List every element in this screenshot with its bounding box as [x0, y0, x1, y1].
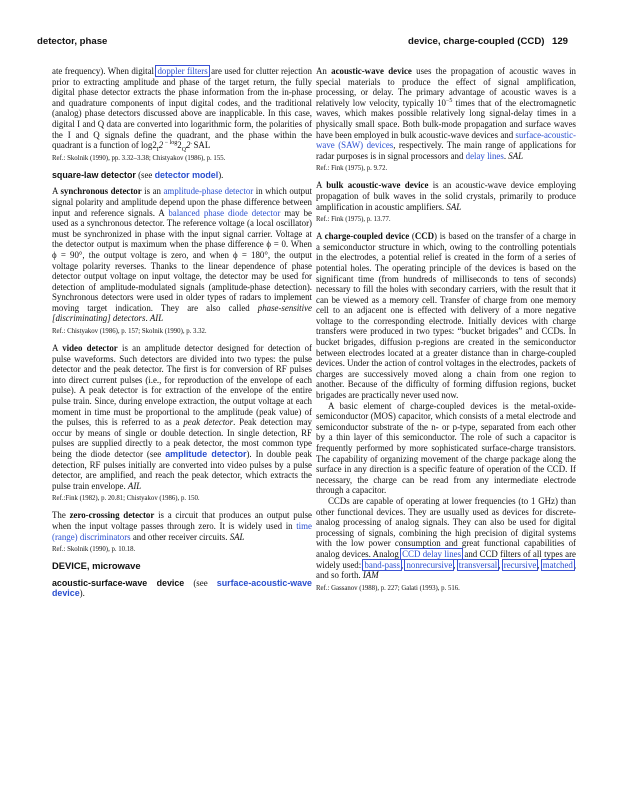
reference: Ref.:Fink (1982), p. 20.81; Chistyakov (1986), p. 150. [52, 495, 200, 503]
reference: Ref.: Skolnik (1990), p. 10.18. [52, 546, 136, 554]
link-delay-lines[interactable]: delay lines [465, 150, 504, 161]
link-ccd-delay-lines[interactable]: CCD delay lines [402, 548, 462, 559]
link-amplitude-detector[interactable]: amplitude detector [165, 449, 247, 459]
link-band-pass[interactable]: band-pass [364, 559, 400, 570]
para-synchronous-detector: A synchronous detector is an amplitude-phase detector in which output signal polarity and amplitude depend upon the phase difference between input and reference signals. A balanced phase diode detector may be used as a synchronous detector. The reference voltage (a local oscillator) must be synchronized in phase with the input signal carrier. Voltage at the detector output is maximum when the phase difference ϕ = 0. When ϕ = 90°, the output voltage is zero, and when ϕ = 180°, the output voltage polarity reverses. Thanks to the linear dependence of phase detector output voltage on input voltage, the detector may be used for detection of amplitude-modulated signals (amplitude-phase detection). Synchronous detectors were used in older types of radars to implement moving target indication. They are also called phase-sensitive [discriminating] detectors. AIL [52, 186, 313, 324]
para-acoustic-wave-device: An acoustic-wave device uses the propagation of acoustic waves in special materials to produce the effect of signal amplification, processing, or delay. The primary advantage of acoustic waves is a relatively low velocity, typically $10^{-5}$ times that of the electromagnetic waves, which makes possible relatively long signal-delay times in a physically small space. Both bulk-mode propagation and surface waves have been employed in bulk acoustic-wave devices and surface-acoustic-wave (SAW) devices, respectively. The main range of applications for radar purposes is in signal processors and delay lines. SAL [316, 66, 577, 161]
section-heading-device-microwave: DEVICE, microwave [52, 560, 141, 572]
reference: Ref.: Chistyakov (1986), p. 157; Skolnik (1990), p. 3.32. [52, 328, 207, 336]
para-charge-coupled-device: A charge-coupled device (CCD) is based on the transfer of a charge in a semiconductor structure in which, owing to the controlling potentials in the electrodes, a potential relief is created in the form of a series of potential holes. The operating principle of the devices is based on the significant time (from hundreds of milliseconds to tens of seconds) necessary to fill the holes with secondary carriers, with the result that it can be viewed as a memory cell. Transfer of charge from one memory cell to an adjacent one is effected with delivery of a more negative voltage to the corresponding electrode. Initially devices with charge transfers were produced in two types: “bucket brigades” and CCDs. In bucket brigades, diffusion p-regions are created in the semiconductor between electrodes located at a greater distance than in charge-coupled devices. Under the action of control voltages in the electrodes, packets of charges are successively moved along a chain from one region to another. Because of the difficulty of forming diffusion regions, bucket brigades are practically never used now. [316, 231, 576, 401]
entry-acoustic-surface-wave-device: acoustic-surface-wave device (see surface-acoustic-wave device). [52, 577, 312, 599]
para-video-detector: A video detector is an amplitude detector designed for detection of pulse waveforms. Such detectors are divided into two types: the pulse detector and the peak detector. The first is for conversion of RF pulses into direct current pulses (i.e., for reproduction of the envelope of each pulse). A peak detector is for extraction of the envelope of the entire pulse train. Since, during envelope extraction, the output voltage at each moment in time must be proportional to the amplitude (peak value) of the pulses, this is referred to as a peak detector. Peak detection may occur by means of single or double detection. In single detection, RF pulses are supplied directly to a peak detector, the most common type being the diode detector (see amplitude detector). In double peak detection, RF pulses initially are converted into video pulses by a pulse detector, are amplified, and reach the peak detector, which extracts the pulse train envelope. AIL [52, 343, 313, 491]
reference: Ref.: Fink (1975), p. 13.77. [316, 216, 391, 224]
para-phase-detector-cont: ate frequency). When digital doppler filters are used for clutter rejection prior to extracting amplitude and phase of the target return, the fully digital phase detector extracts the phase information from the in-phase and quadrature components of input digital codes, and the traditional (analog) phase detectors discussed above are inapplicable. In this case, digital I and Q data are converted into logarithmic form, the polarities of the I and Q signals define the quadrant, and the phase within the quadrant is a function of $\log 2_I2$ $^{- log}2_Q2^.$ SAL [52, 66, 312, 153]
running-head-left: detector, phase [37, 36, 108, 47]
para-ccd-applications: CCDs are capable of operating at lower frequencies (to 1 GHz) than other functional devices. They are usually used as devices for discrete-analog processing of analog signals. They can also be used for digital processing of signals, combining the high precision of digital systems with the low power consumption and great functional capabilities of analog devices. Analog CCD delay lines and CCD filters of all types are widely used: band-pass, nonrecursive, transversal, recursive, matched, and so forth. IAM [316, 495, 577, 581]
page-number: 129 [552, 36, 569, 47]
link-detector-model[interactable]: detector model [154, 169, 219, 180]
link-doppler-filters[interactable]: doppler filters [157, 66, 208, 76]
link-balanced-phase-diode-detector[interactable]: balanced phase diode detector [168, 207, 281, 218]
link-surface-acoustic-wave-device[interactable]: surface-acoustic-wave device [52, 577, 312, 599]
left-column [52, 66, 312, 605]
reference: Ref.: Gassanov (1988), p. 227; Galati (1993), p. 516. [316, 584, 460, 592]
link-nonrecursive[interactable]: nonrecursive [406, 559, 453, 570]
link-recursive[interactable]: recursive [503, 559, 537, 570]
link-time-range-discriminators[interactable]: time (range) discriminators [52, 520, 312, 542]
link-transversal[interactable]: transversal [458, 559, 498, 570]
para-mos-capacitor: A basic element of charge-coupled devices is the metal-oxide-semiconductor (MOS) capacitor, which consists of a metal electrode and semiconductor substrate of the n- or p-type, separated from each other by a thin layer of this semiconductor. The role of such a capacitor is frequently performed by more sophisticated surface-charge transistors. The capability of organizing movement of the charge package along the surface in any direction is a specific feature of operation of the CCD. If necessary, the charge can be read from any intermediate electrode through a capacitor. [316, 400, 576, 496]
link-matched[interactable]: matched [542, 559, 573, 570]
link-amplitude-phase-detector[interactable]: amplitude-phase detector [163, 186, 254, 197]
para-zero-crossing-detector: The zero-crossing detector is a circuit that produces an output pulse when the input voltage passes through zero. It is widely used in time (range) discriminators and other receiver circuits. SAL [52, 510, 312, 542]
para-bulk-acoustic-wave-device: A bulk acoustic-wave device is an acoustic-wave device employing propagation of bulk waves in the solid crystals, primarily to produce amplification in acoustic amplifiers. SAL [316, 180, 576, 212]
reference: Ref.: Fink (1975), p. 9.72. [316, 165, 388, 173]
reference: Ref.: Skolnik (1990), pp. 3.32–3.38; Chistyakov (1986), p. 155. [52, 154, 226, 162]
running-head-right: device, charge-coupled (CCD) [408, 36, 545, 47]
link-saw-devices[interactable]: surface-acoustic-wave (SAW) devices [316, 129, 576, 151]
entry-square-law-detector: square-law detector (see detector model). [52, 169, 224, 180]
right-column [316, 66, 576, 600]
